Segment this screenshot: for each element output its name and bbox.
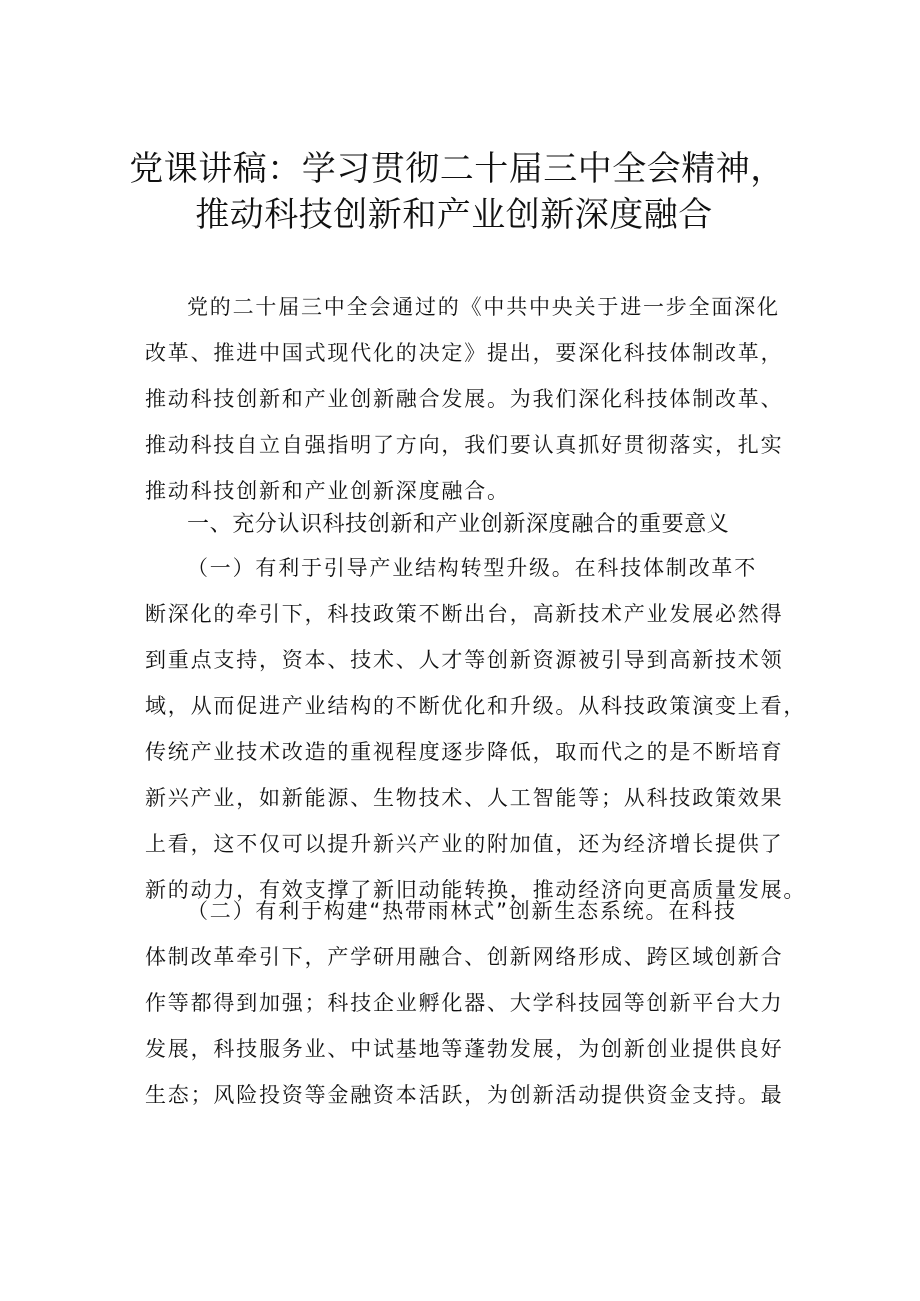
document-title-line-1: 党课讲稿：学习贯彻二十届三中全会精神， bbox=[129, 149, 785, 189]
intro-line-2: 改革、推进中国式现代化的决定》提出，要深化科技体制改革， bbox=[145, 341, 784, 365]
section-1-paragraph-1-line-3: 到重点支持，资本、技术、人才等创新资源被引导到高新技术领 bbox=[145, 648, 784, 672]
section-1-paragraph-1 bbox=[145, 545, 807, 913]
section-1-paragraph-2-line-1: （二）有利于构建“热带雨林式”创新生态系统。在科技 bbox=[187, 899, 737, 923]
section-1-paragraph-1-line-8: 新的动力，有效支撑了新旧动能转换，推动经济向更高质量发展。 bbox=[145, 878, 807, 902]
section-1-paragraph-1-line-5: 传统产业技术改造的重视程度逐步降低，取而代之的是不断培育 bbox=[145, 740, 784, 764]
intro-line-5: 推动科技创新和产业创新深度融合。 bbox=[145, 479, 510, 503]
section-1-paragraph-2-line-3: 作等都得到加强；科技企业孵化器、大学科技园等创新平台大力 bbox=[145, 991, 784, 1015]
section-1-paragraph-2-line-4: 发展，科技服务业、中试基地等蓬勃发展，为创新创业提供良好 bbox=[145, 1037, 784, 1061]
document-title bbox=[0, 146, 920, 238]
intro-line-3: 推动科技创新和产业创新融合发展。为我们深化科技体制改革、 bbox=[145, 387, 784, 411]
section-1-paragraph-1-line-6: 新兴产业，如新能源、生物技术、人工智能等；从科技政策效果 bbox=[145, 786, 784, 810]
document-title-line-2: 推动科技创新和产业创新深度融合 bbox=[195, 195, 713, 235]
section-1-paragraph-2 bbox=[145, 888, 795, 1118]
section-1-paragraph-1-line-4: 域，从而促进产业结构的不断优化和升级。从科技政策演变上看， bbox=[145, 694, 807, 718]
section-1-paragraph-2-line-5: 生态；风险投资等金融资本活跃，为创新活动提供资金支持。最 bbox=[145, 1083, 784, 1107]
section-1-paragraph-1-line-1: （一）有利于引导产业结构转型升级。在科技体制改革不 bbox=[187, 556, 757, 580]
section-1-heading: 一、充分认识科技创新和产业创新深度融合的重要意义 bbox=[187, 512, 730, 537]
section-1-paragraph-1-line-7: 上看，这不仅可以提升新兴产业的附加值，还为经济增长提供了 bbox=[145, 832, 784, 856]
intro-paragraph bbox=[145, 284, 795, 514]
intro-line-1: 党的二十届三中全会通过的《中共中央关于进一步全面深化 bbox=[187, 295, 780, 319]
section-1-paragraph-1-line-2: 断深化的牵引下，科技政策不断出台，高新技术产业发展必然得 bbox=[145, 602, 784, 626]
section-1-paragraph-2-line-2: 体制改革牵引下，产学研用融合、创新网络形成、跨区域创新合 bbox=[145, 945, 784, 969]
intro-line-4: 推动科技自立自强指明了方向，我们要认真抓好贯彻落实，扎实 bbox=[145, 433, 784, 457]
